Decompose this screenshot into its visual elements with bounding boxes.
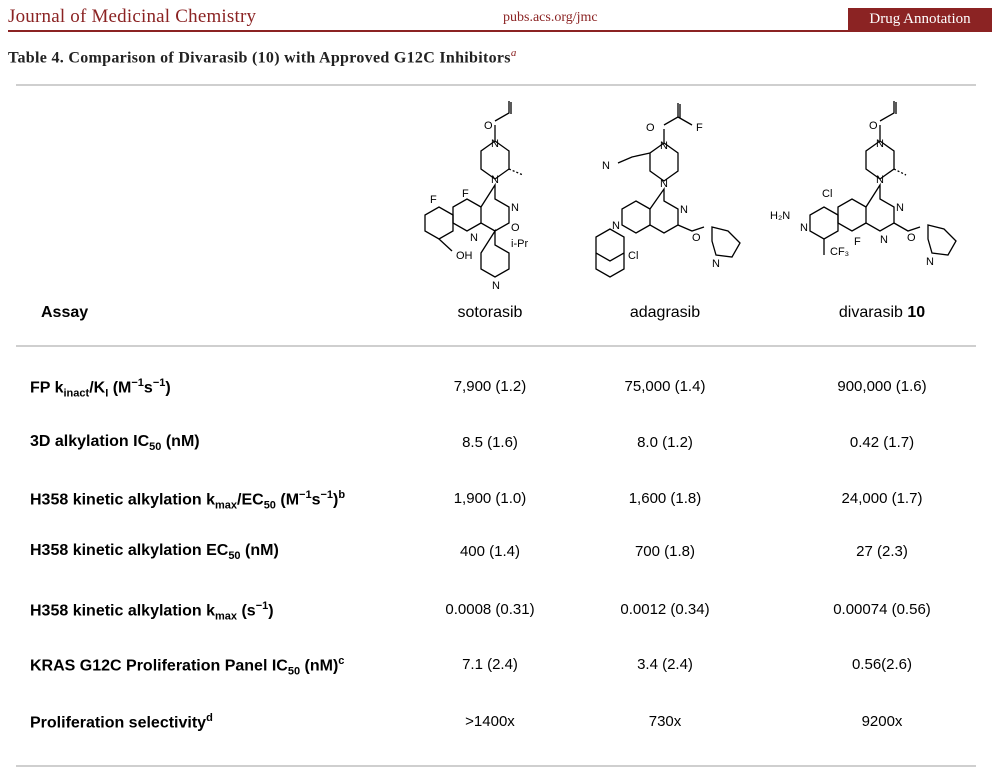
table-cell: 730x: [648, 713, 682, 730]
table-cell: 8.5 (1.6): [462, 434, 518, 451]
atom-label: N: [926, 256, 934, 268]
atom-label: N: [800, 222, 808, 234]
table-cell: 400 (1.4): [459, 543, 521, 560]
row-label: KRAS G12C Proliferation Panel $IC_{50}$ (nM)$^c$: [30, 655, 345, 678]
atom-label: F: [462, 188, 469, 200]
atom-label: N: [470, 232, 478, 244]
row-label: 3D alkylation $IC_{50}$ (nM): [30, 433, 200, 454]
atom-label: N: [491, 138, 499, 150]
header-bottom-rule: [16, 345, 976, 347]
atom-label: O: [869, 120, 878, 132]
atom-label: O: [692, 232, 701, 244]
atom-label: N: [612, 220, 620, 232]
atom-label: F: [430, 194, 437, 206]
column-header-sotorasib: sotorasib: [457, 304, 523, 321]
article-type-badge: Drug Annotation: [848, 8, 992, 30]
table-cell: 0.56(2.6): [851, 656, 913, 673]
journal-name[interactable]: Journal of Medicinal Chemistry: [8, 6, 257, 27]
table-title: Table 4. Comparison of Divarasib (10) with Approved G12C Inhibitors$^a$: [8, 47, 517, 67]
table-cell: 1,900 (1.0): [453, 490, 527, 507]
atom-label: N: [511, 202, 519, 214]
header-rule: [8, 30, 992, 32]
table-cell: 7,900 (1.2): [453, 378, 527, 395]
table-cell: 27 (2.3): [856, 543, 908, 560]
atom-label: H₂N: [770, 210, 791, 222]
table-cell: 0.0008 (0.31): [445, 601, 535, 618]
atom-label: N: [491, 174, 499, 186]
divarasib-structure: [770, 95, 970, 295]
table-cell: 900,000 (1.6): [837, 378, 927, 395]
atom-label: i-Pr: [511, 238, 529, 250]
atom-label: O: [484, 120, 493, 132]
table-cell: 0.00074 (0.56): [833, 601, 931, 618]
table-cell: 0.42 (1.7): [849, 434, 915, 451]
atom-label: N: [876, 138, 884, 150]
adagrasib-structure: [582, 95, 762, 295]
table-cell: 0.0012 (0.34): [620, 601, 710, 618]
atom-label: N: [602, 160, 610, 172]
column-header-adagrasib: adagrasib: [629, 304, 701, 321]
atom-label: O: [511, 222, 520, 234]
sotorasib-structure: [410, 95, 570, 295]
atom-label: CF₃: [830, 246, 850, 258]
row-label: H358 kinetic alkylation $EC_{50}$ (nM): [30, 542, 279, 563]
atom-label: F: [854, 236, 861, 248]
atom-label: N: [896, 202, 904, 214]
row-label: Proliferation selectivity$^d$: [30, 712, 213, 732]
atom-label: OH: [456, 250, 473, 262]
table-cell: 700 (1.8): [634, 543, 696, 560]
table-cell: 1,600 (1.8): [628, 490, 702, 507]
table-cell: 9200x: [861, 713, 903, 730]
table-cell: >1400x: [465, 713, 515, 730]
table-bottom-rule: [16, 765, 976, 767]
row-label: H358 kinetic alkylation $k_{max}$ $(s^{-1})$: [30, 600, 274, 623]
atom-label: N: [660, 178, 668, 190]
table-cell: 3.4 (2.4): [637, 656, 693, 673]
atom-label: Cl: [628, 250, 639, 262]
atom-label: N: [880, 234, 888, 246]
table-top-rule: [16, 84, 976, 86]
atom-label: O: [907, 232, 916, 244]
journal-url[interactable]: pubs.acs.org/jmc: [503, 10, 598, 25]
atom-label: O: [646, 122, 655, 134]
atom-label: Cl: [822, 188, 833, 200]
atom-label: N: [712, 258, 720, 270]
atom-label: F: [696, 122, 703, 134]
table-cell: 75,000 (1.4): [624, 378, 706, 395]
atom-label: N: [660, 140, 668, 152]
atom-label: N: [492, 280, 500, 292]
table-cell: 8.0 (1.2): [637, 434, 693, 451]
journal-header: [0, 0, 1000, 34]
row-label: H358 kinetic alkylation $k_{max}/EC_{50}$ $(M^{-1}s^{-1})^b$: [30, 489, 346, 512]
assay-header: Assay: [41, 304, 89, 321]
table-cell: 24,000 (1.7): [841, 490, 923, 507]
column-header-divarasib: divarasib 10: [838, 304, 926, 321]
atom-label: N: [680, 204, 688, 216]
table-title-footnote: a: [510, 47, 517, 59]
row-label: FP $k_{inact}/K_I$ $(M^{-1}s^{-1})$: [30, 377, 171, 400]
table-cell: 7.1 (2.4): [462, 656, 518, 673]
atom-label: N: [876, 174, 884, 186]
